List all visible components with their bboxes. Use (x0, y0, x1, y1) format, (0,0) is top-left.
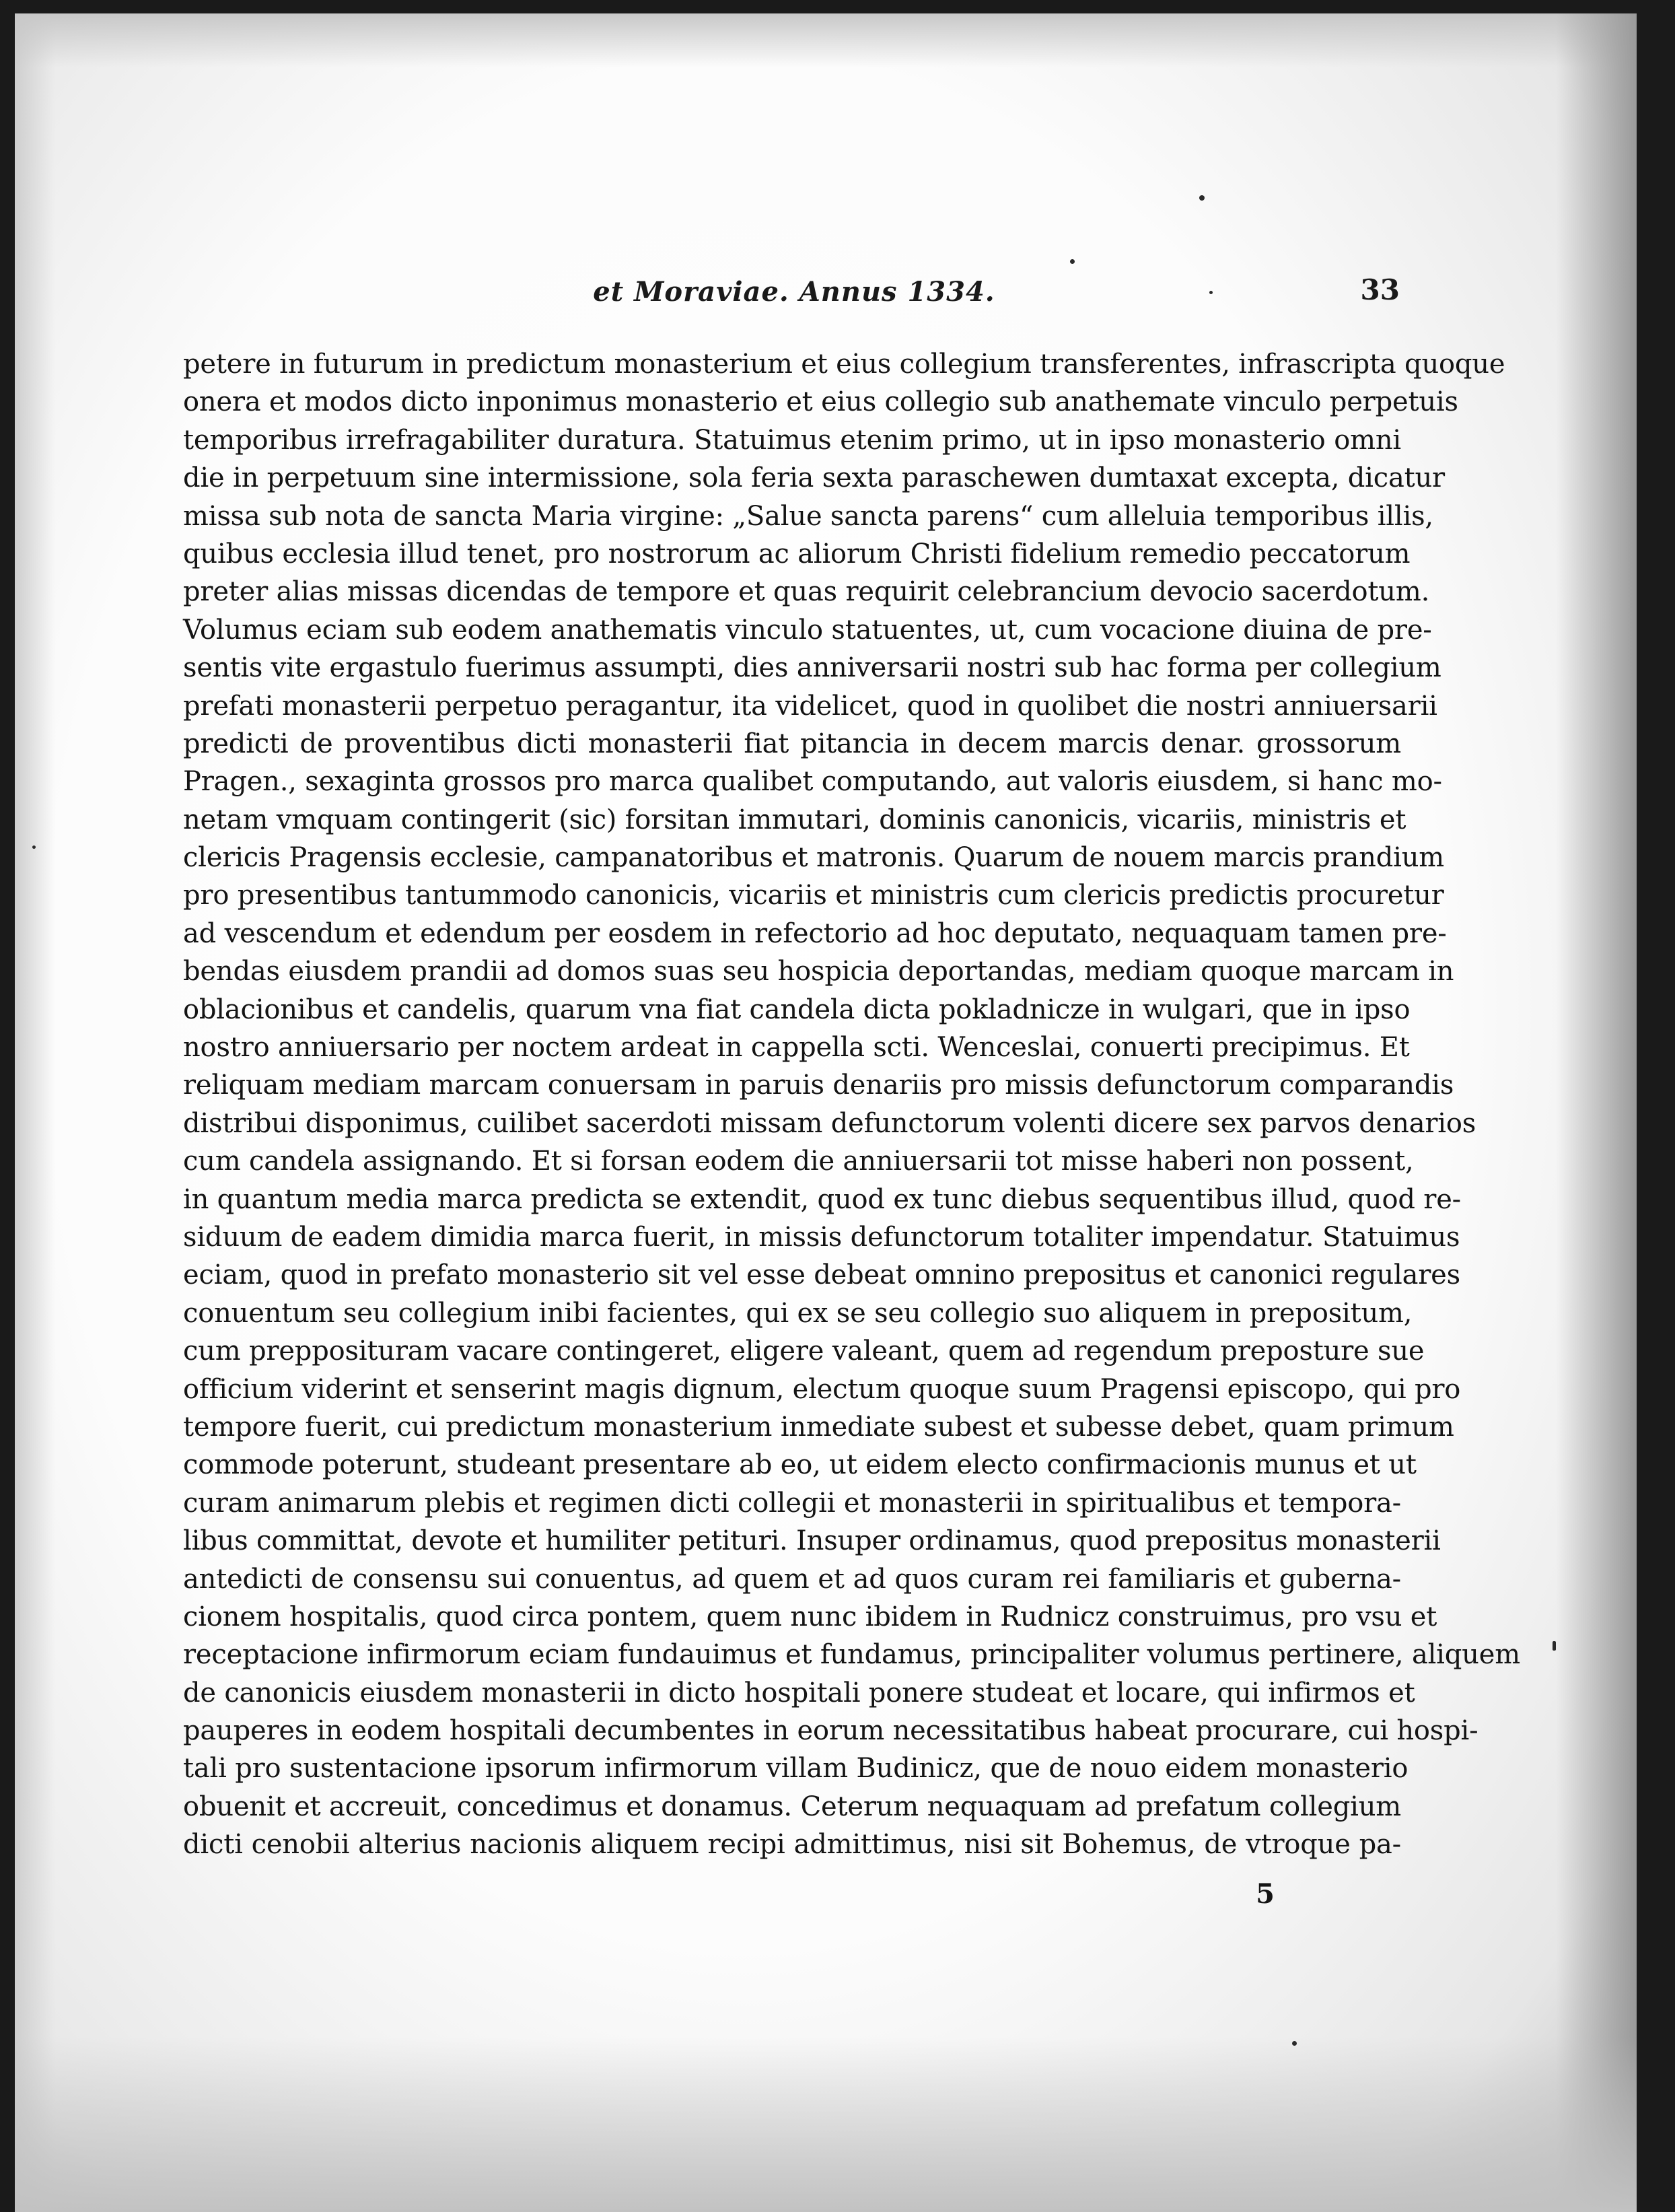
text-line: curam animarum plebis et regimen dicti collegii et monasterii in spiritualibus et tempora- (183, 1487, 1401, 1519)
text-line: tali pro sustentacione ipsorum infirmorum villam Budinicz, que de nouo eidem monasterio (183, 1753, 1409, 1785)
text-line: petere in futurum in predictum monasterium et eius collegium transferentes, infrascripta quoque (183, 349, 1505, 380)
dust-speck (1292, 2041, 1297, 2046)
text-line: netam vmquam contingerit (sic) forsitan immutari, dominis canonicis, vicariis, ministris et (183, 804, 1406, 835)
text-line: prefati monasterii perpetuo peragantur, ita videlicet, quod in quolibet die nostri anniuersarii (183, 690, 1437, 722)
text-line: preter alias missas dicendas de tempore et quas requirit celebrancium devocio sacerdotum. (183, 576, 1430, 608)
dust-speck (1553, 1641, 1556, 1651)
text-line: Pragen., sexaginta grossos pro marca qualibet computando, aut valoris eiusdem, si hanc mo- (183, 766, 1442, 798)
dust-speck (1070, 259, 1075, 264)
text-line: distribui disponimus, cuilibet sacerdoti missam defunctorum volenti dicere sex parvos denarios (183, 1107, 1476, 1139)
text-line: missa sub nota de sancta Maria virgine: „Salue sancta parens“ cum alleluia temporibus illis, (183, 500, 1433, 532)
text-line: oblacionibus et candelis, quarum vna fiat candela dicta pokladnicze in wulgari, que in ipso (183, 994, 1411, 1025)
text-line: de canonicis eiusdem monasterii in dicto hospitali ponere studeat et locare, qui infirmos et (183, 1677, 1415, 1708)
text-line: Volumus eciam sub eodem anathematis vinculo statuentes, ut, cum vocacione diuina de pre- (183, 614, 1432, 646)
text-line: pauperes in eodem hospitali decumbentes in eorum necessitatibus habeat procurare, cui hospi- (183, 1715, 1478, 1747)
signature-mark: 5 (1256, 1878, 1275, 1910)
text-line: tempore fuerit, cui predictum monasterium inmediate subest et subesse debet, quam primum (183, 1411, 1454, 1443)
text-line: sentis vite ergastulo fuerimus assumpti, dies anniversarii nostri sub hac forma per collegium (183, 652, 1441, 684)
text-line: receptacione infirmorum eciam fundauimus et fundamus, principaliter volumus pertinere, aliquem (183, 1639, 1520, 1671)
text-line: cum prepposituram vacare contingeret, eligere valeant, quem ad regendum preposture sue (183, 1336, 1425, 1367)
text-line: dicti cenobii alterius nacionis aliquem recipi admittimus, nisi sit Bohemus, de vtroque pa- (183, 1829, 1401, 1861)
paper-bottom-shadow (15, 2037, 1637, 2212)
text-line: clericis Pragensis ecclesie, campanatoribus et matronis. Quarum de nouem marcis prandium (183, 842, 1445, 874)
text-line: bendas eiusdem prandii ad domos suas seu hospicia deportandas, mediam quoque marcam in (183, 956, 1454, 988)
paper-left-shadow (15, 13, 55, 2212)
body-text (183, 345, 1520, 1864)
paper-right-fold-shadow (1556, 13, 1637, 2212)
text-line: antedicti de consensu sui conuentus, ad quem et ad quos curam rei familiaris et guberna- (183, 1563, 1401, 1595)
text-line: libus committat, devote et humiliter petituri. Insuper ordinamus, quod prepositus monasterii (183, 1525, 1441, 1557)
page-number: 33 (1360, 273, 1400, 306)
text-line: cum candela assignando. Et si forsan eodem die anniuersarii tot misse haberi non possent, (183, 1146, 1414, 1177)
text-line: commode poterunt, studeant presentare ab eo, ut eidem electo confirmacionis munus et ut (183, 1449, 1417, 1481)
text-line: eciam, quod in prefato monasterio sit vel esse debeat omnino prepositus et canonici regulares (183, 1259, 1460, 1291)
page-header (182, 271, 1406, 318)
text-line: officium viderint et senserint magis dignum, electum quoque suum Pragensi episcopo, qui pro (183, 1373, 1461, 1405)
text-line: predicti de proventibus dicti monasterii fiat pitancia in decem marcis denar. grossorum (183, 728, 1401, 759)
text-line: obuenit et accreuit, concedimus et donamus. Ceterum nequaquam ad prefatum collegium (183, 1791, 1401, 1822)
text-line: nostro anniuersario per noctem ardeat in cappella scti. Wenceslai, conuerti precipimus. Et (183, 1032, 1410, 1064)
text-line: reliquam mediam marcam conuersam in paruis denariis pro missis defunctorum comparandis (183, 1070, 1454, 1101)
text-line: in quantum media marca predicta se extendit, quod ex tunc diebus sequentibus illud, quod re- (183, 1183, 1461, 1215)
dust-speck (32, 845, 36, 849)
dust-speck (1199, 195, 1205, 201)
text-line: conuentum seu collegium inibi facientes, qui ex se seu collegio suo aliquem in prepositum, (183, 1297, 1413, 1329)
text-line: quibus ecclesia illud tenet, pro nostrorum ac aliorum Christi fidelium remedio peccatorum (183, 538, 1411, 569)
text-line: cionem hospitalis, quod circa pontem, quem nunc ibidem in Rudnicz construimus, pro vsu et (183, 1601, 1437, 1632)
text-line: pro presentibus tantummodo canonicis, vicariis et ministris cum clericis predictis procuretur (183, 880, 1444, 911)
text-line: die in perpetuum sine intermissione, sola feria sexta paraschewen dumtaxat excepta, dicatur (183, 462, 1445, 494)
text-line: temporibus irrefragabiliter duratura. Statuimus etenim primo, ut in ipso monasterio omni (183, 424, 1401, 456)
text-line: onera et modos dicto inponimus monasterio et eius collegio sub anathemate vinculo perpetuis (183, 386, 1458, 418)
text-line: ad vescendum et edendum per eosdem in refectorio ad hoc deputato, nequaquam tamen pre- (183, 918, 1447, 949)
text-line: siduum de eadem dimidia marca fuerit, in missis defunctorum totaliter impendatur. Statuimus (183, 1221, 1460, 1253)
running-title: et Moraviae. Annus 1334. (593, 276, 995, 308)
paper-top-shadow (15, 13, 1637, 67)
